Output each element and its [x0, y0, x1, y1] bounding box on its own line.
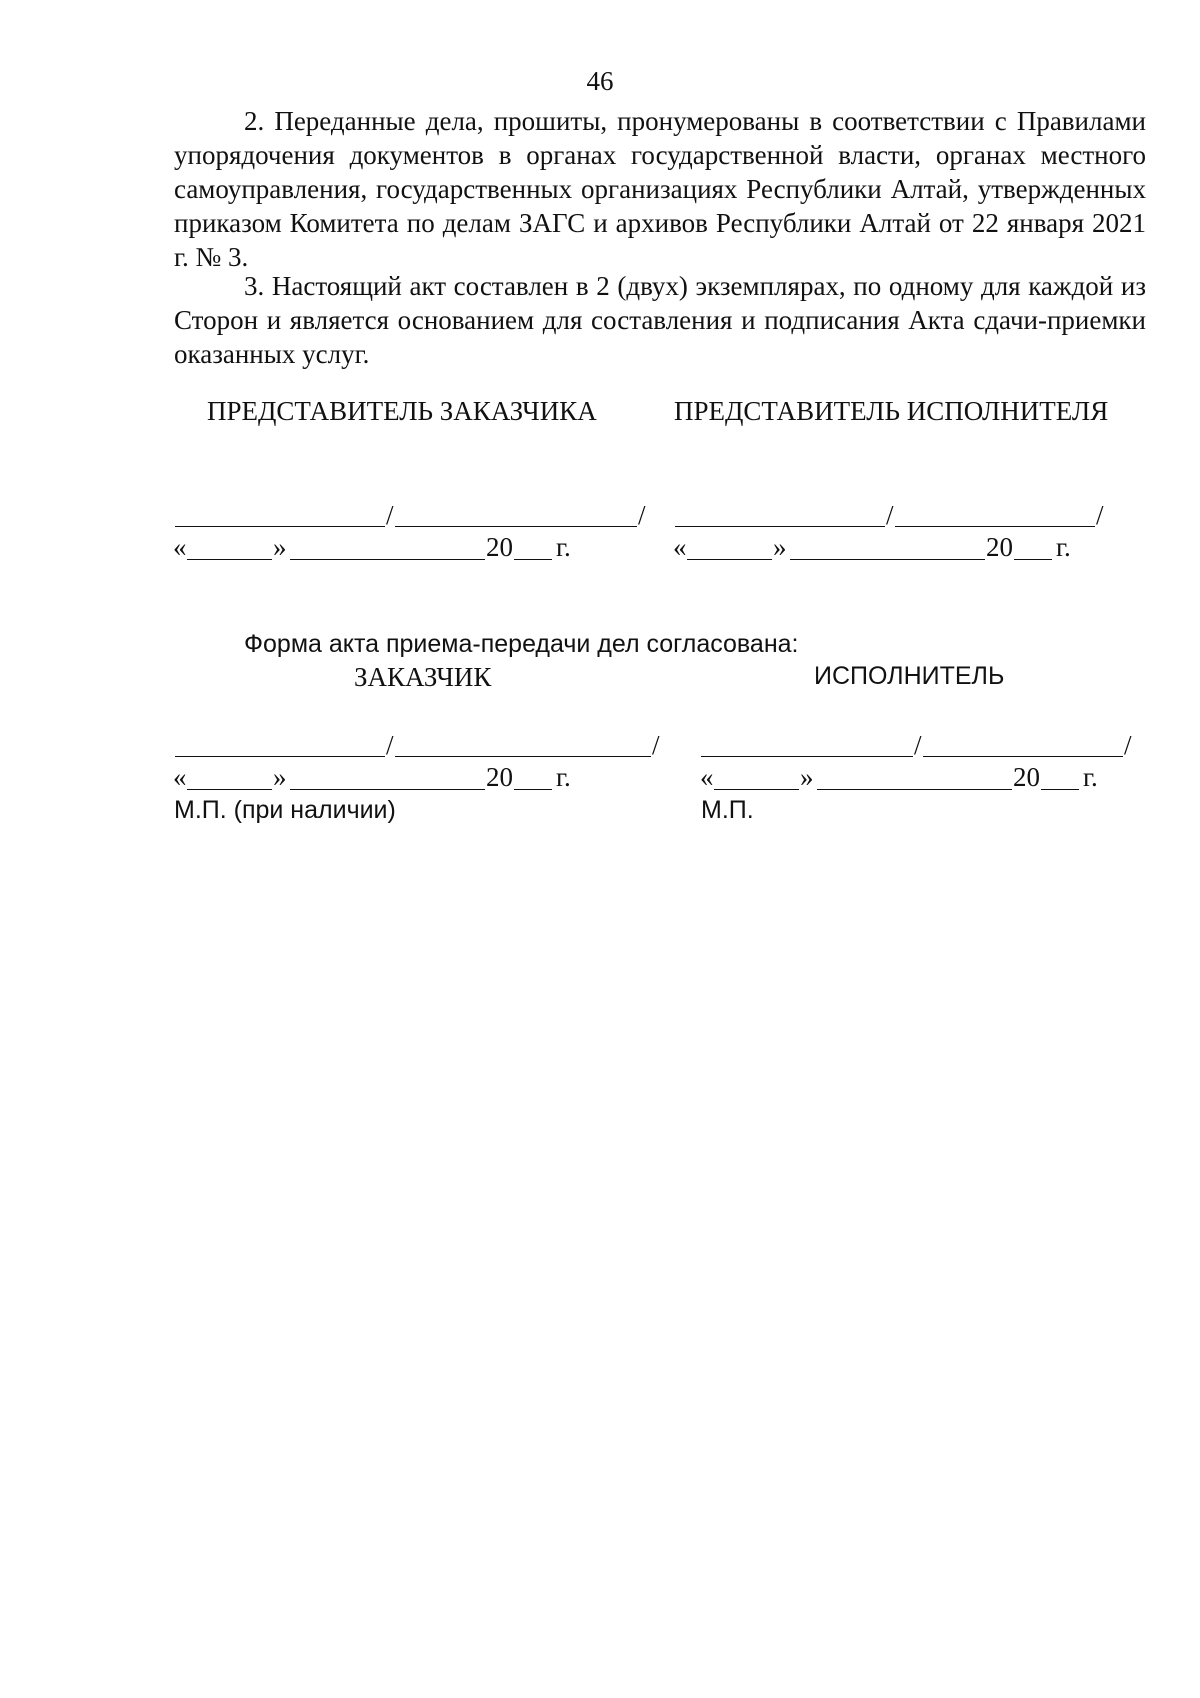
- customer-label: ЗАКАЗЧИК: [354, 662, 492, 692]
- customer-stamp-label: М.П. (при наличии): [174, 796, 396, 824]
- executor-label: ИСПОЛНИТЕЛЬ: [814, 662, 1005, 690]
- document-page: 46 2. Переданные дела, прошиты, пронумерованы в соответствии с Правилами упорядочения документов в органах государственной власти, органах местного самоуправления, государственных организациях Республики Алтай, утвержденных приказом Комитета по делам ЗАГС и архивов Республики Алтай от 22 января 2021 г. № 3. 3. Настоящий акт составлен в 2 (двух) экземплярах, по одному для каждой из Сторон и является основанием для составления и подписания Акта сдачи-приемки оказанных услуг. ПРЕДСТАВИТЕЛЬ ЗАКАЗЧИКА ПРЕДСТАВИТЕЛЬ ИСПОЛНИТЕЛЯ / / « » 20 г. / / « » 20 г. Форма акта приема-передачи дел согласована: ЗАКАЗЧИК ИСПОЛНИТЕЛЬ / / « » 20 г. М.П. (при наличии) / / « » 20 г. М.П.: [0, 0, 1200, 1698]
- paragraph-3: 3. Настоящий акт составлен в 2 (двух) экземплярах, по одному для каждой из Сторон и является основанием для составления и подписания Акта сдачи-приемки оказанных услуг.: [174, 271, 1146, 369]
- form-agreed-caption: Форма акта приема-передачи дел согласована:: [244, 630, 799, 658]
- page-number: 46: [586, 66, 614, 96]
- paragraph-2: 2. Переданные дела, прошиты, пронумерованы в соответствии с Правилами упорядочения документов в органах государственной власти, органах местного самоуправления, государственных организациях Республики Алтай, утвержденных приказом Комитета по делам ЗАГС и архивов Республики Алтай от 22 января 2021 г. № 3.: [174, 106, 1146, 272]
- executor-representative-heading: ПРЕДСТАВИТЕЛЬ ИСПОЛНИТЕЛЯ: [674, 396, 1109, 426]
- executor-stamp-label: М.П.: [701, 796, 754, 824]
- customer-representative-heading: ПРЕДСТАВИТЕЛЬ ЗАКАЗЧИКА: [207, 396, 597, 426]
